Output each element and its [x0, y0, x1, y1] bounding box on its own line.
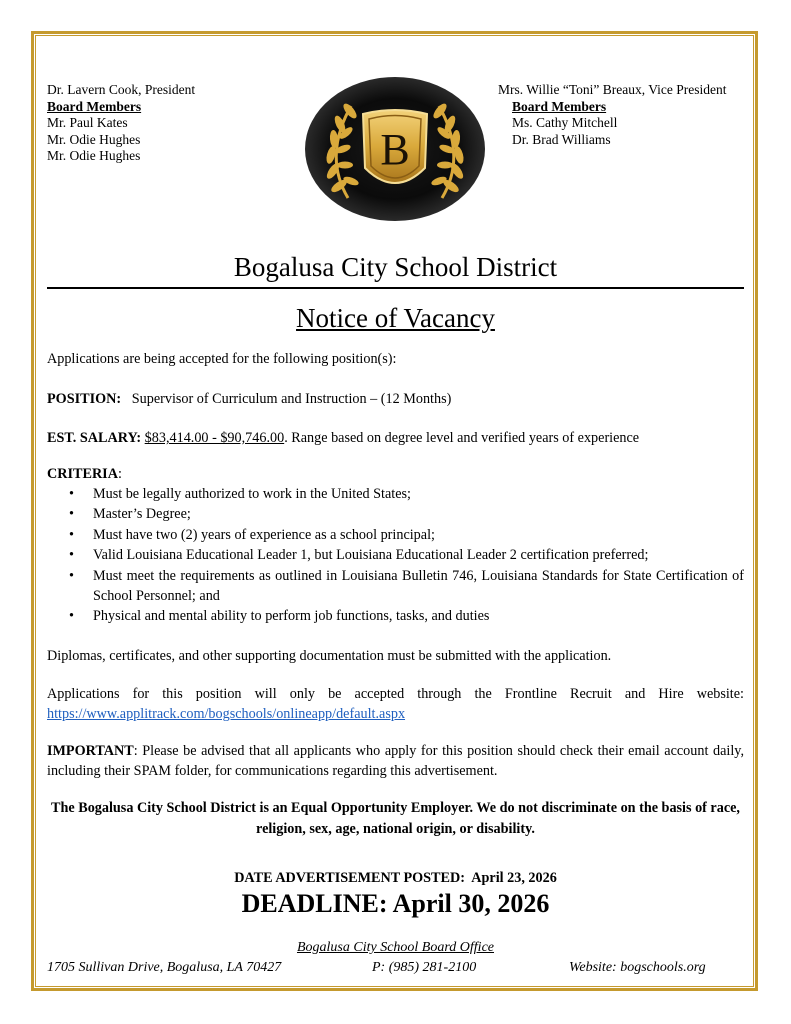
notice-title: Notice of Vacancy	[296, 303, 495, 333]
important-text: : Please be advised that all applicants who apply for this position should check their email account daily, including their SPAM folder, for communications regarding this advertisement.	[47, 743, 744, 779]
board-left-column	[47, 82, 195, 165]
board-member: Mr. Odie Hughes	[47, 131, 141, 147]
application-link[interactable]: https://www.applitrack.com/bogschools/onlineapp/default.aspx	[47, 706, 406, 722]
board-right-column	[498, 82, 727, 148]
criteria-list	[47, 484, 744, 627]
important-paragraph	[47, 741, 744, 781]
list-item: • Must have two (2) years of experience as a school principal;	[69, 526, 435, 543]
board-member: Ms. Cathy Mitchell	[512, 115, 618, 131]
list-item: • Valid Louisiana Educational Leader 1, but Louisiana Educational Leader 2 certification preferred;	[69, 547, 649, 564]
president-name: Dr. Lavern Cook, President	[47, 82, 196, 97]
important-label: IMPORTANT	[47, 743, 134, 759]
criteria-label: CRITERIA	[47, 466, 118, 482]
board-member: Dr. Brad Williams	[512, 131, 611, 147]
posted-label: DATE ADVERTISEMENT POSTED:	[234, 870, 465, 886]
board-members-label-left: Board Members	[47, 98, 142, 114]
list-item: • Must be legally authorized to work in the United States;	[69, 486, 411, 502]
deadline-label: DEADLINE:	[241, 889, 388, 918]
criteria-heading: CRITERIA:	[47, 466, 122, 482]
footer-phone: P: (985) 281-2100	[372, 960, 477, 975]
board-members-label-right: Board Members	[512, 98, 607, 114]
position-value: Supervisor of Curriculum and Instruction – (12 Months)	[131, 391, 452, 407]
posted-date: April 23, 2026	[471, 870, 557, 886]
salary-note: . Range based on degree level and verified years of experience	[284, 430, 640, 446]
logo-letter: B	[380, 125, 410, 174]
posted-line	[0, 870, 791, 887]
footer-website: Website: bogschools.org	[569, 960, 706, 975]
position-line	[47, 389, 744, 409]
list-item: • Master’s Degree;	[69, 506, 191, 523]
deadline-line	[0, 889, 791, 919]
district-title: Bogalusa City School District	[233, 252, 558, 282]
diplomas-note: Diplomas, certificates, and other supporting documentation must be submitted with the application.	[47, 648, 612, 664]
district-logo	[303, 76, 487, 222]
salary-range: $83,414.00 - $90,746.00	[144, 430, 285, 446]
application-paragraph	[47, 684, 744, 724]
list-item: • Must meet the requirements as outlined in Louisiana Bulletin 746, Louisiana Standards for State Certification of School Personnel; and	[69, 567, 744, 605]
eoe-statement: The Bogalusa City School District is an Equal Opportunity Employer. We do not discriminate on the basis of race, religion, sex, age, national origin, or disability.	[51, 800, 740, 837]
position-label: POSITION:	[47, 391, 122, 407]
list-item: • Physical and mental ability to perform job functions, tasks, and duties	[69, 608, 490, 625]
deadline-date: April 30, 2026	[392, 889, 550, 918]
intro-text: Applications are being accepted for the following position(s):	[47, 351, 397, 367]
footer-office: Bogalusa City School Board Office	[296, 940, 494, 955]
vice-president-name: Mrs. Willie “Toni” Breaux, Vice President	[498, 82, 727, 97]
application-note: Applications for this position will only be accepted through the Frontline Recruit and Hire website:	[47, 686, 744, 702]
board-member: Mr. Odie Hughes	[47, 148, 141, 164]
salary-label: EST. SALARY:	[47, 430, 142, 446]
footer-address: 1705 Sullivan Drive, Bogalusa, LA 70427	[47, 960, 282, 975]
salary-line	[47, 428, 744, 448]
title-divider	[47, 287, 744, 289]
board-member: Mr. Paul Kates	[47, 115, 128, 131]
